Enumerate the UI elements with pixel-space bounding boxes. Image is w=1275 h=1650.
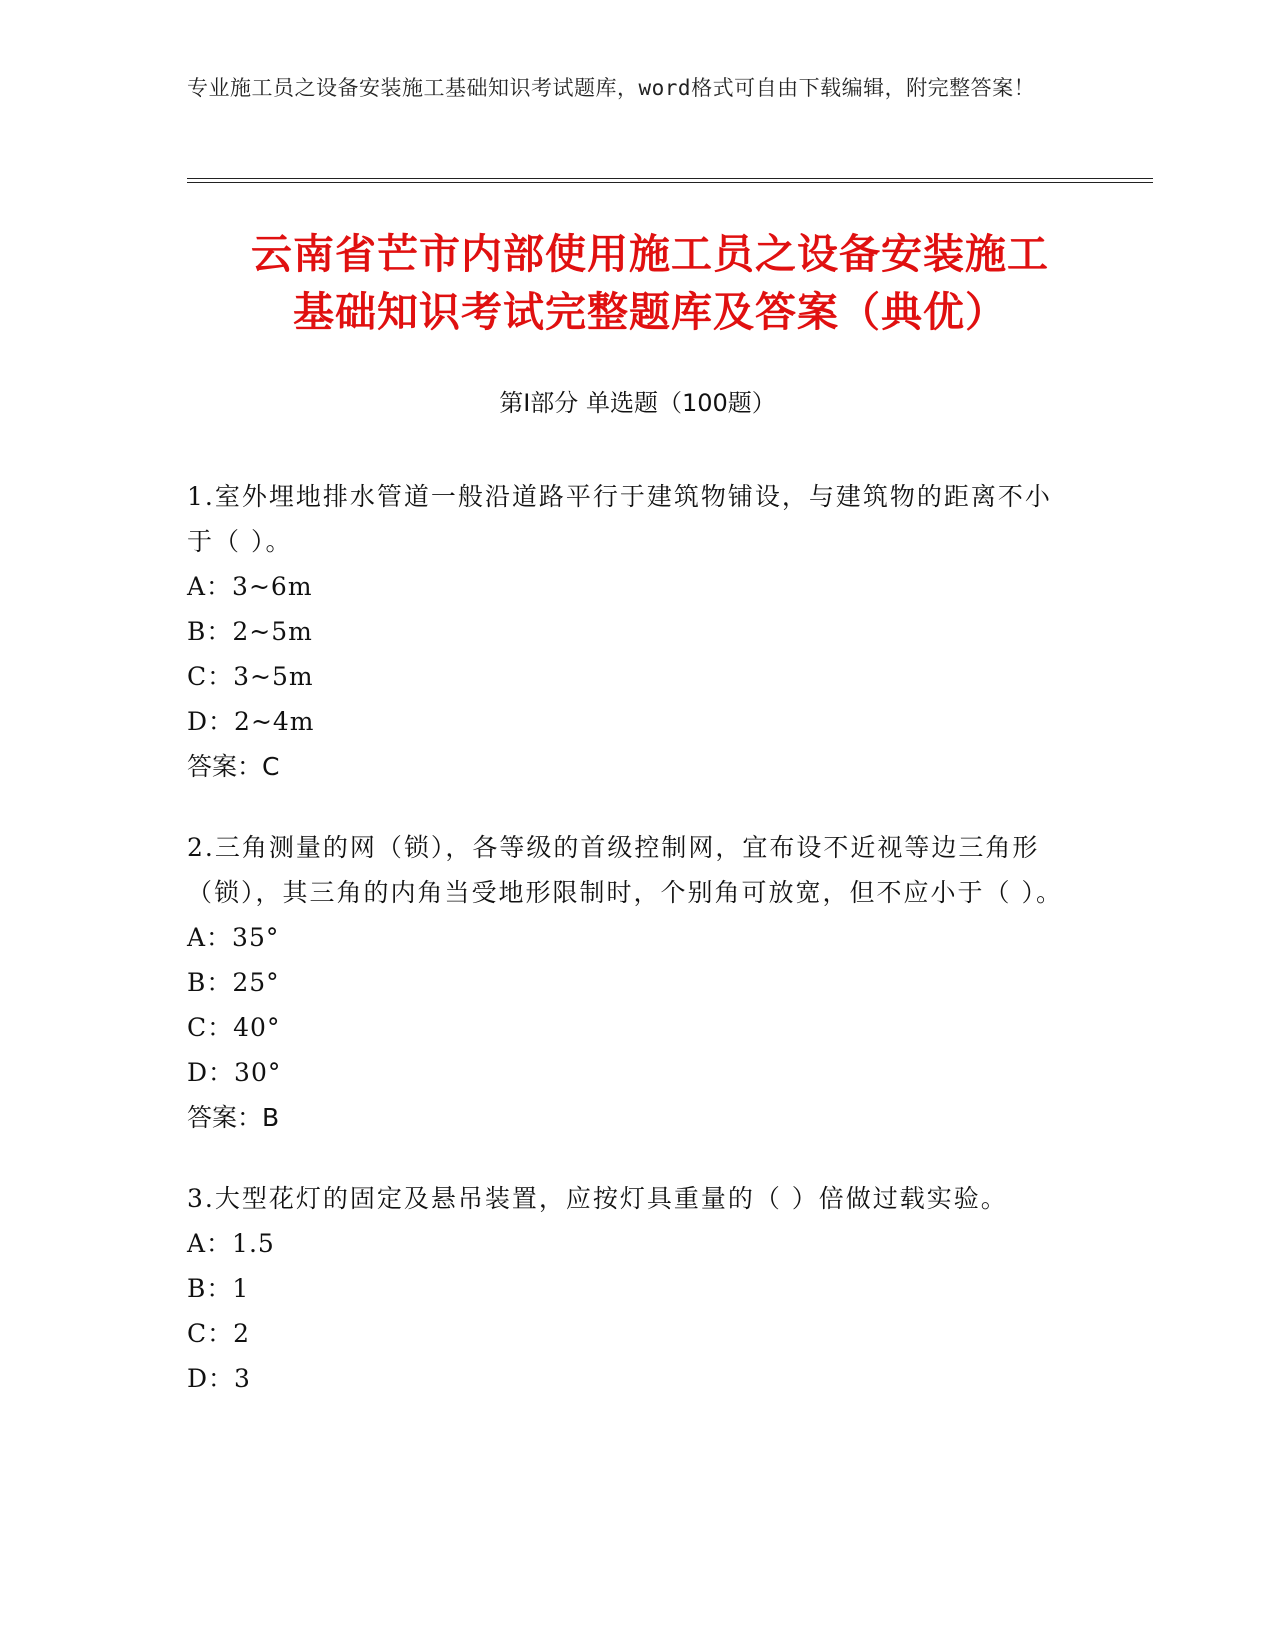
header-divider-bottom [187,182,1153,183]
answer-label: 答案：B [187,1103,280,1132]
header-note: 专业施工员之设备安装施工基础知识考试题库，word格式可自由下载编辑，附完整答案！ [187,76,1036,100]
document-title-line-2: 基础知识考试完整题库及答案（典优） [293,288,1007,336]
option-b: B：2~5m [187,617,313,646]
option-d: D：3 [187,1364,251,1393]
option-b: B：25° [187,968,280,997]
document-title [150,225,1150,341]
option-c: C：3~5m [187,662,314,691]
option-c: C：2 [187,1319,251,1348]
option-a: A：1.5 [187,1229,275,1258]
question-list [187,474,1067,1437]
option-d: D：30° [187,1058,282,1087]
document-title-line-1: 云南省芒市内部使用施工员之设备安装施工 [251,230,1049,278]
answer-label: 答案：C [187,752,280,781]
header-divider-top [187,178,1153,179]
option-a: A：35° [187,923,280,952]
option-d: D：2~4m [187,707,315,736]
question-item [187,1176,1067,1401]
question-item [187,825,1067,1140]
question-stem: 1.室外埋地排水管道一般沿道路平行于建筑物铺设，与建筑物的距离不小于（ ）。 [187,482,1052,556]
question-stem: 2.三角测量的网（锁），各等级的首级控制网，宜布设不近视等边三角形（锁），其三角的内角当受地形限制时，个别角可放宽，但不应小于（ ）。 [187,833,1063,907]
option-a: A：3~6m [187,572,313,601]
option-b: B：1 [187,1274,250,1303]
question-item [187,474,1067,789]
option-c: C：40° [187,1013,281,1042]
question-stem: 3.大型花灯的固定及悬吊装置，应按灯具重量的（ ）倍做过载实验。 [187,1184,1008,1213]
section-title: 第Ⅰ部分 单选题（100题） [499,389,776,417]
